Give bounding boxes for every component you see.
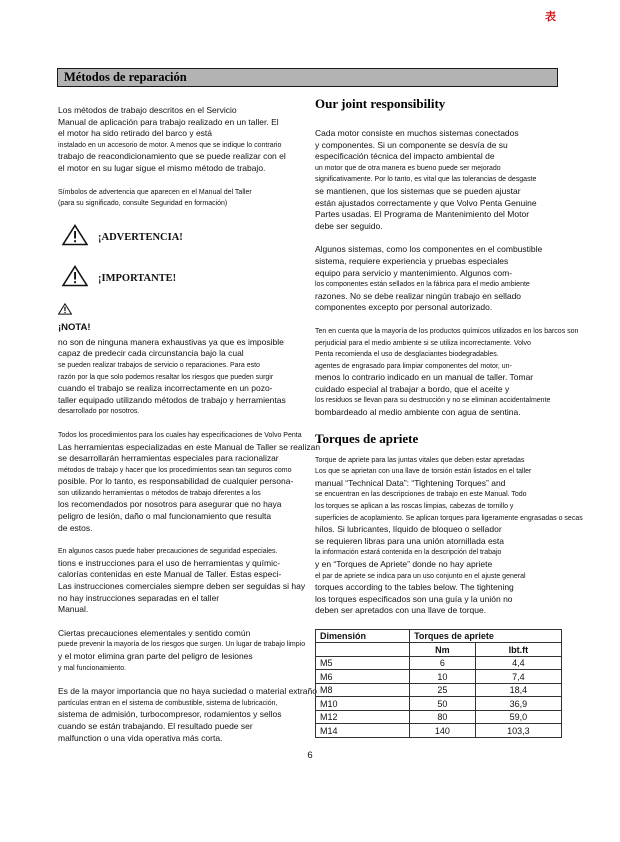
torque-table-row: M6 10 7,4 xyxy=(316,670,562,684)
paragraph xyxy=(58,337,310,418)
text-line: y el motor elimina gran parte del peligro de lesiones xyxy=(58,651,253,661)
nota-block xyxy=(58,302,310,333)
text-line: manual “Technical Data”: “Tightening Torques” and xyxy=(315,477,506,488)
text-line: Algunos sistemas, como los componentes en el combustible xyxy=(315,244,543,255)
text-line: superficies de acoplamiento. Se aplican torques para ligeramente engrasadas o secas xyxy=(315,514,583,522)
text-line: están ajustados correctamente y que Volvo Penta Genuine xyxy=(315,197,537,208)
text-line: cuando el trabajo se realiza incorrectamente en un pozo- xyxy=(58,383,273,394)
torque-table-subheader-empty xyxy=(316,643,410,657)
left-column xyxy=(58,105,321,756)
torque-table-header-dimension: Dimensión xyxy=(316,629,410,643)
torque-table-subheader-row xyxy=(316,643,562,657)
text-line: un motor que de otra manera es bueno puede ser mejorado xyxy=(315,164,501,172)
text-line: el motor ha sido retirado del barco y está xyxy=(58,128,213,139)
text-line: los torques especificados son una guía y la unión no xyxy=(315,593,513,604)
text-line: Ciertas precauciones elementales y sentido común xyxy=(58,627,251,638)
page-number: 6 xyxy=(307,750,313,761)
text-line: Los que se aprietan con una llave de torsión están listados en el taller xyxy=(315,468,532,476)
torque-table-subheader-nm: Nm xyxy=(410,643,476,657)
paragraph xyxy=(58,105,310,175)
torque-table-row: M10 50 36,9 xyxy=(316,697,562,711)
text-line: posible. Por lo tanto, es responsabilidad de cualquier persona- xyxy=(58,476,294,487)
paragraph xyxy=(58,546,310,616)
text-line: En algunos casos puede haber precauciones de seguridad especiales. xyxy=(58,548,278,556)
warning-triangle-icon xyxy=(62,265,88,292)
text-line: peligro de lesión, daño o mal funcionamiento que resulta xyxy=(58,511,272,522)
text-line: los componentes están sellados en la fábrica para el medio ambiente xyxy=(315,281,530,289)
important-row xyxy=(62,265,310,292)
text-line: sistema, requiere experiencia y pruebas especiales xyxy=(315,255,509,266)
text-line: los residuos se llevan para su destrucción y no se eliminan accidentalmente xyxy=(315,397,551,405)
text-line: calorías contenidas en este Manual de Taller. Estas especi- xyxy=(58,569,282,580)
text-line: Cada motor consiste en muchos sistemas conectados xyxy=(315,128,519,138)
text-line: se encuentran en las descripciones de trabajo en este Manual. Todo xyxy=(315,491,527,499)
text-line: Símbolos de advertencia que aparecen en el Manual del Taller xyxy=(58,188,252,196)
important-label: ¡IMPORTANTE! xyxy=(98,272,177,284)
text-line: Manual de aplicación para trabajo realizado en un taller. El xyxy=(58,116,279,127)
text-line: agentes de engrasado para limpiar componentes del motor, un- xyxy=(315,362,512,370)
warning-triangle-icon xyxy=(62,224,88,251)
text-line: Penta recomienda el uso de desglaciantes biodegradables. xyxy=(315,351,499,359)
text-line: el par de apriete se indica para un uso conjunto en el ajuste general xyxy=(315,572,526,580)
text-line: significativamente. Por lo tanto, es vital que las tolerancias de desgaste xyxy=(315,176,537,184)
text-line: Todos los procedimientos para los cuales hay especificaciones de Volvo Penta xyxy=(58,431,302,439)
text-line: Es de la mayor importancia que no haya suciedad o material extraño xyxy=(58,686,317,697)
text-line: menos lo contrario indicado en un manual de taller. Tomar xyxy=(315,372,534,383)
torque-table-row: M8 25 18,4 xyxy=(316,683,562,697)
text-line: los torques se aplican a las roscas limpias, cabezas de tornillo y xyxy=(315,503,514,511)
text-line: instalado en un accesorio de motor. A menos que se indique lo contrario xyxy=(58,141,282,149)
text-line: torques according to the tables below. The tightening xyxy=(315,582,514,593)
text-line: hilos. Si lubricantes, líquido de bloqueo o sellador xyxy=(315,524,502,535)
text-line: no son de ninguna manera exhaustivas ya que es imposible xyxy=(58,336,284,347)
text-line: puede prevenir la mayoría de los riesgos que surgen. Un lugar de trabajo limpio xyxy=(58,641,306,649)
text-line: y en “Torques de Apriete” donde no hay apriete xyxy=(315,559,493,569)
paragraph xyxy=(315,128,562,232)
text-line: Partes usadas. El Programa de Mantenimiento del Motor xyxy=(315,209,530,220)
text-line: sistema de admisión, turbocompresor, rodamientos y sellos xyxy=(58,709,282,720)
text-line: debe ser seguido. xyxy=(315,220,383,231)
heading-our-joint-responsibility: Our joint responsibility xyxy=(315,96,446,111)
paragraph xyxy=(58,628,310,674)
text-line: (para su significado, consulte Seguridad en formación) xyxy=(58,200,228,208)
text-line: cuidado especial al trabajar a bordo, que el aceite y xyxy=(315,383,510,394)
warning-row xyxy=(62,224,310,251)
text-line: se requieren libras para una unión atornillada esta xyxy=(315,535,505,546)
paragraph xyxy=(58,187,310,210)
torque-table xyxy=(315,629,562,738)
text-line: no hay instrucciones separadas en el taller xyxy=(58,592,220,603)
text-line: se desarrollarán herramientas especiales para racionalizar xyxy=(58,453,279,464)
paragraph xyxy=(58,430,321,534)
text-line: los recomendados por nosotros para asegurar que no haya xyxy=(58,499,282,510)
text-line: Las herramientas especializadas en este Manual de Taller se realizan xyxy=(58,441,321,452)
torque-table-body xyxy=(316,656,562,737)
paragraph xyxy=(315,455,583,617)
torque-table-header-torques: Torques de apriete xyxy=(410,629,562,643)
warning-label: ¡ADVERTENCIA! xyxy=(98,231,183,243)
paragraph xyxy=(58,686,317,744)
text-line: son utilizando herramientas o métodos de trabajo diferentes a los xyxy=(58,489,261,497)
right-column xyxy=(315,96,583,738)
text-line: y componentes. Si un componente se desvía de su xyxy=(315,139,508,150)
text-line: partículas entran en el sistema de combustible, sistema de lubricación, xyxy=(58,699,278,707)
text-line: deben ser apretados con una llave de torque. xyxy=(315,605,487,616)
text-line: bombardeado al medio ambiente con agua de sentina. xyxy=(315,407,521,418)
torque-table-row: M14 140 103,3 xyxy=(316,724,562,738)
text-line: razones. No se debe realizar ningún trabajo en sellado xyxy=(315,290,522,301)
text-line: razón por la que solo podemos resaltar los riesgos que pueden surgir xyxy=(58,373,274,381)
torque-table-row: M5 6 4,4 xyxy=(316,656,562,670)
text-line: capaz de predecir cada circunstancia bajo la cual xyxy=(58,348,244,359)
text-line: malfunction o una vida operativa más corta. xyxy=(58,732,223,743)
page-title: Métodos de reparación xyxy=(64,70,187,84)
text-line: la información estará contenida en la descripción del trabajo xyxy=(315,549,502,557)
small-warning-triangle-icon xyxy=(58,302,72,319)
paragraph xyxy=(315,326,579,419)
heading-torques-de-apriete: Torques de apriete xyxy=(315,430,419,446)
text-line: Las instrucciones comerciales siempre deben ser seguidas si hay xyxy=(58,581,306,592)
text-line: especificación técnica del impacto ambiental de xyxy=(315,151,495,162)
text-line: Manual. xyxy=(58,604,89,615)
text-line: perjudicial para el medio ambiente si se utiliza incorrectamente. Volvo xyxy=(315,339,531,347)
text-line: y mal funcionamiento. xyxy=(58,664,127,672)
text-line: métodos de trabajo y hacer que los procedimientos sean tan seguros como xyxy=(58,466,292,474)
text-line: equipo para servicio y mantenimiento. Algunos com- xyxy=(315,267,513,278)
text-line: Los métodos de trabajo descritos en el Servicio xyxy=(58,105,237,115)
torque-table-subheader-lbft: lbt.ft xyxy=(475,643,561,657)
section-header-bar xyxy=(57,68,558,87)
text-line: tions e instrucciones para el uso de herramientas y químic- xyxy=(58,557,281,568)
text-line: Ten en cuenta que la mayoría de los productos químicos utilizados en los barcos son xyxy=(315,327,579,335)
text-line: desarrollado por nosotros. xyxy=(58,408,140,416)
torque-table-row: M12 80 59,0 xyxy=(316,710,562,724)
text-line: trabajo de reacondicionamiento que se puede realizar con el xyxy=(58,151,286,162)
text-line: componentes excepto por personal autorizado. xyxy=(315,302,493,313)
corner-red-mark: 表 xyxy=(545,11,556,23)
text-line: el motor en su lugar sigue el mismo método de trabajo. xyxy=(58,162,266,173)
nota-label: ¡NOTA! xyxy=(58,321,91,333)
text-line: cuando se están trabajando. El resultado puede ser xyxy=(58,720,253,731)
torque-table-head xyxy=(316,629,562,656)
torque-table-header-row xyxy=(316,629,562,643)
text-line: se pueden realizar trabajos de servicio o reparaciones. Para esto xyxy=(58,361,260,369)
text-line: Torque de apriete para las juntas vitales que deben estar apretadas xyxy=(315,456,525,464)
paragraph xyxy=(315,244,562,314)
text-line: se mantienen, que los sistemas que se pueden ajustar xyxy=(315,185,521,196)
text-line: de estos. xyxy=(58,522,93,533)
text-line: taller equipado utilizando métodos de trabajo y herramientas xyxy=(58,394,286,405)
